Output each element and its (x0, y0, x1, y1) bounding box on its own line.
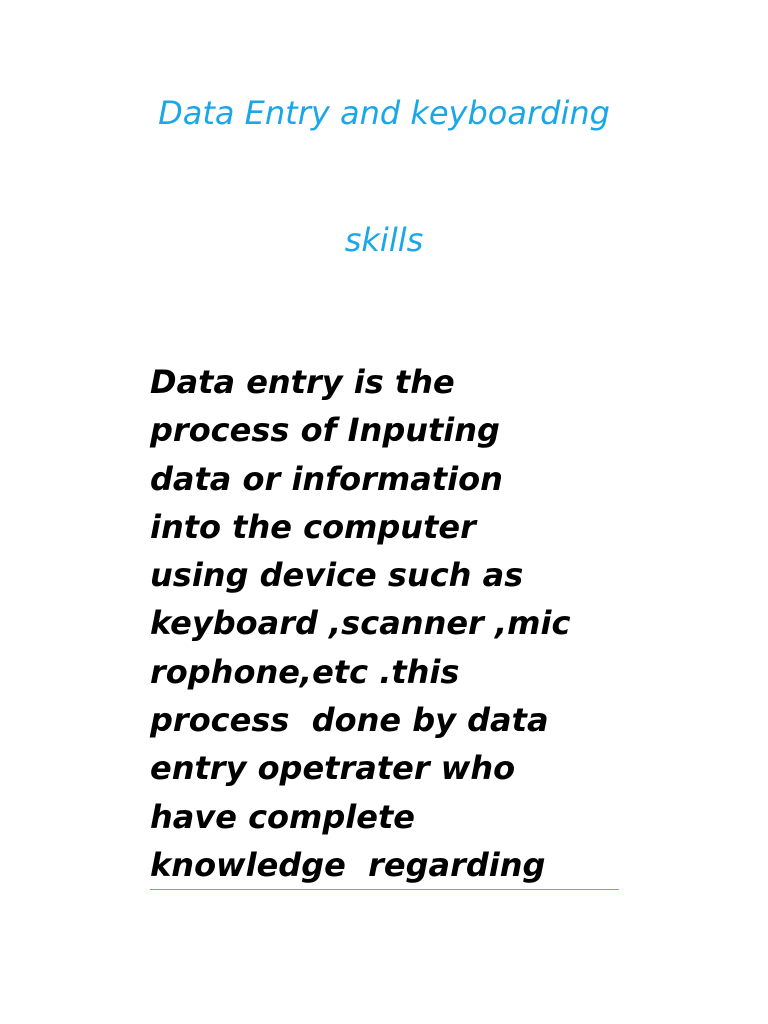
body-line: Data entry is the (150, 363, 455, 401)
body-line: entry opetrater who (150, 749, 516, 788)
body-paragraph (150, 358, 630, 889)
body-line: using device such as (150, 556, 524, 595)
body-line: process of Inputing (150, 411, 500, 450)
body-line: keyboard ,scanner ,mic (150, 604, 571, 643)
document-title-line-2: skills (344, 221, 424, 259)
body-line: data or information (150, 459, 503, 498)
document-title-line-1: Data Entry and keyboarding (158, 94, 610, 132)
body-line: rophone,etc .this (150, 652, 460, 691)
body-line: process done by data (150, 701, 549, 740)
body-line: have complete (150, 797, 415, 836)
page-break-divider (150, 889, 619, 890)
body-line: knowledge regarding (150, 845, 546, 884)
body-line: into the computer (150, 507, 476, 546)
